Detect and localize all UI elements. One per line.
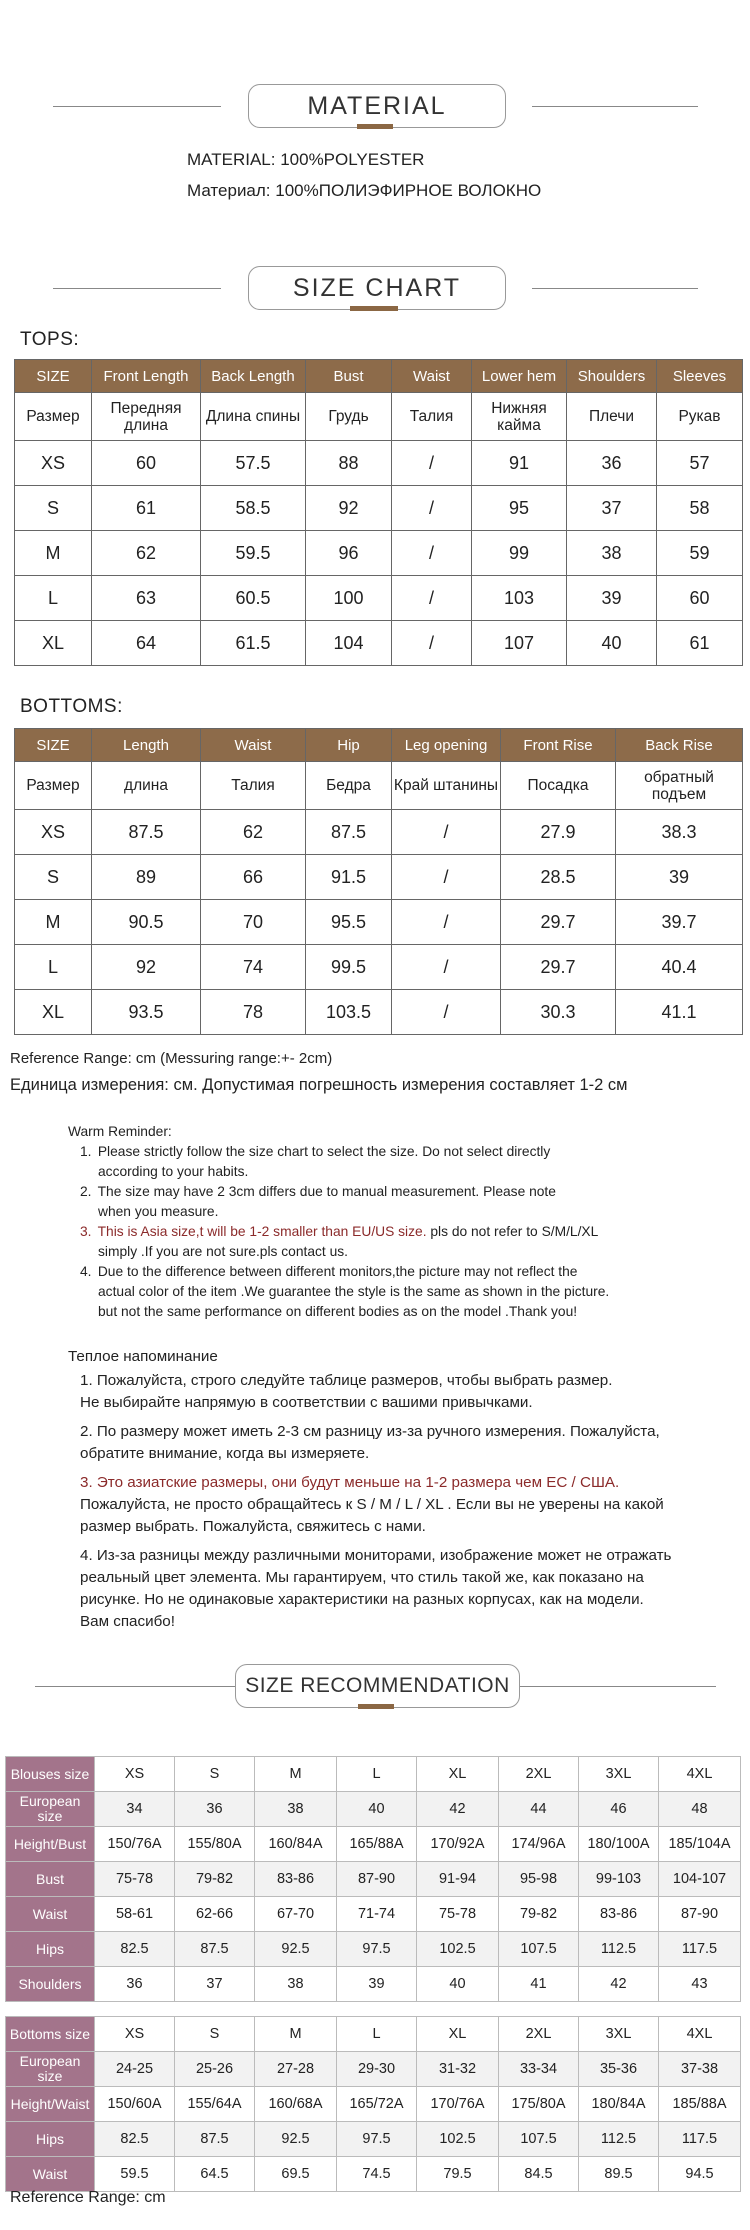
size-cell: L [15, 945, 92, 990]
table-cell: L [337, 2017, 417, 2052]
measurement-cell: 61 [92, 486, 201, 531]
table-cell: 43 [659, 1967, 741, 2002]
table-cell: 99-103 [579, 1862, 659, 1897]
table-cell: 160/68A [255, 2087, 337, 2122]
table-cell: 40 [417, 1967, 499, 2002]
measurement-cell: / [392, 900, 501, 945]
table-cell: 44 [499, 1792, 579, 1827]
table-cell: XL [417, 1757, 499, 1792]
title-accent-bar [350, 306, 398, 311]
title-accent-bar [358, 1704, 394, 1709]
measurement-cell: 62 [201, 810, 306, 855]
table-cell: 117.5 [659, 1932, 741, 1967]
measurement-cell: 87.5 [92, 810, 201, 855]
table-row [15, 576, 743, 621]
table-cell: 58-61 [95, 1897, 175, 1932]
material-line-ru: Материал: 100%ПОЛИЭФИРНОЕ ВОЛОКНО [187, 181, 542, 200]
size-cell: S [15, 855, 92, 900]
reminder-item-4: Due to the difference between different monitors,the picture may not reflect the [97, 1264, 578, 1279]
size-cell: XL [15, 990, 92, 1035]
table-cell: 150/76A [95, 1827, 175, 1862]
row-header: Bust [6, 1862, 95, 1897]
table-cell: 165/88A [337, 1827, 417, 1862]
table-row [6, 2017, 741, 2052]
measurement-cell: 57 [657, 441, 743, 486]
measurement-cell: 40 [567, 621, 657, 666]
measurement-cell: 27.9 [501, 810, 616, 855]
measurement-cell: 61 [657, 621, 743, 666]
column-header-ru: Посадка [501, 762, 616, 810]
warm-reminder-en [68, 1122, 708, 1322]
measurement-cell: 36 [567, 441, 657, 486]
table-cell: 24-25 [95, 2052, 175, 2087]
size-cell: XS [15, 441, 92, 486]
table-cell: 39 [337, 1967, 417, 2002]
table-row [6, 1897, 741, 1932]
table-row [6, 1827, 741, 1862]
column-header-ru: Размер [15, 393, 92, 441]
table-row [15, 990, 743, 1035]
column-header-ru: обратный подъем [616, 762, 743, 810]
table-cell: 75-78 [95, 1862, 175, 1897]
table-cell: 180/84A [579, 2087, 659, 2122]
size-chart-title: SIZE CHART [248, 266, 506, 310]
table-cell: 33-34 [499, 2052, 579, 2087]
column-header: SIZE [15, 360, 92, 393]
column-header: Length [92, 729, 201, 762]
table-cell: 69.5 [255, 2157, 337, 2192]
table-cell: 36 [175, 1792, 255, 1827]
row-header: Hips [6, 2122, 95, 2157]
table-cell: 107.5 [499, 1932, 579, 1967]
row-header: European size [6, 2052, 95, 2087]
column-header: SIZE [15, 729, 92, 762]
measurement-cell: 91 [472, 441, 567, 486]
table-cell: L [337, 1757, 417, 1792]
reminder-ru-1: 1. Пожалуйста, строго следуйте таблице размеров, чтобы выбрать размер. [80, 1372, 613, 1389]
header-row [15, 360, 743, 393]
reminder-item-1-cont: according to your habits. [98, 1164, 249, 1179]
table-cell: 97.5 [337, 2122, 417, 2157]
measurement-cell: 39 [616, 855, 743, 900]
reminder-ru-4-cont: реальный цвет элемента. Мы гарантируем, что стиль такой же, как показано на [80, 1569, 644, 1586]
measurement-cell: 29.7 [501, 945, 616, 990]
table-cell: 67-70 [255, 1897, 337, 1932]
measurement-cell: 99 [472, 531, 567, 576]
table-cell: 42 [417, 1792, 499, 1827]
item-number: 1. [80, 1144, 92, 1159]
size-cell: XL [15, 621, 92, 666]
measurement-cell: 95 [472, 486, 567, 531]
table-cell: 91-94 [417, 1862, 499, 1897]
column-header: Lower hem [472, 360, 567, 393]
table-cell: 59.5 [95, 2157, 175, 2192]
column-header-ru: Бедра [306, 762, 392, 810]
table-row [15, 621, 743, 666]
table-cell: XL [417, 2017, 499, 2052]
reminder-item-4-cont: actual color of the item .We guarantee the style is the same as shown in the picture. [98, 1284, 610, 1299]
table-cell: 42 [579, 1967, 659, 2002]
size-recommendation-title: SIZE RECOMMENDATION [235, 1664, 520, 1708]
column-header: Bust [306, 360, 392, 393]
table-cell: 102.5 [417, 1932, 499, 1967]
divider-line [53, 288, 221, 289]
table-row [6, 1862, 741, 1897]
table-cell: 31-32 [417, 2052, 499, 2087]
measurement-cell: 59 [657, 531, 743, 576]
column-header-ru: Передняя длина [92, 393, 201, 441]
measurement-cell: 100 [306, 576, 392, 621]
row-header: Hips [6, 1932, 95, 1967]
table-cell: 175/80A [499, 2087, 579, 2122]
table-cell: 3XL [579, 1757, 659, 1792]
table-cell: 170/76A [417, 2087, 499, 2122]
table-cell: 82.5 [95, 1932, 175, 1967]
table-row [15, 441, 743, 486]
size-chart-section-header [0, 266, 750, 312]
table-cell: 165/72A [337, 2087, 417, 2122]
reminder-item-3: pls do not refer to S/M/L/XL [426, 1224, 599, 1239]
table-cell: 150/60A [95, 2087, 175, 2122]
table-cell: S [175, 1757, 255, 1792]
table-cell: 160/84A [255, 1827, 337, 1862]
measurement-cell: 107 [472, 621, 567, 666]
column-header: Shoulders [567, 360, 657, 393]
measurement-cell: 92 [306, 486, 392, 531]
measurement-cell: 63 [92, 576, 201, 621]
column-header: Front Rise [501, 729, 616, 762]
measurement-cell: / [392, 990, 501, 1035]
size-cell: XS [15, 810, 92, 855]
measurement-cell: 38 [567, 531, 657, 576]
reminder-ru-1-cont: Не выбирайте напрямую в соответствии с вашими привычками. [80, 1394, 533, 1411]
table-cell: 36 [95, 1967, 175, 2002]
measurement-cell: / [392, 576, 472, 621]
divider-line [53, 106, 221, 107]
size-recommendation-section-header [0, 1664, 750, 1710]
column-header-ru: Рукав [657, 393, 743, 441]
measurement-cell: 30.3 [501, 990, 616, 1035]
reminder-item-2: The size may have 2 3cm differs due to manual measurement. Please note [97, 1184, 556, 1199]
column-header: Hip [306, 729, 392, 762]
table-cell: 27-28 [255, 2052, 337, 2087]
measurement-cell: 96 [306, 531, 392, 576]
divider-line [35, 1686, 235, 1687]
table-cell: 79-82 [175, 1862, 255, 1897]
table-row [15, 945, 743, 990]
table-cell: 170/92A [417, 1827, 499, 1862]
table-cell: 87-90 [659, 1897, 741, 1932]
table-cell: 112.5 [579, 1932, 659, 1967]
table-row [6, 2087, 741, 2122]
warm-reminder-title: Warm Reminder: [68, 1124, 172, 1139]
table-cell: 87-90 [337, 1862, 417, 1897]
column-header-ru: Размер [15, 762, 92, 810]
item-number: 4. [80, 1264, 92, 1279]
row-header: Shoulders [6, 1967, 95, 2002]
measurement-cell: 66 [201, 855, 306, 900]
divider-line [518, 1686, 716, 1687]
tops-size-table [14, 359, 743, 666]
measurement-cell: 89 [92, 855, 201, 900]
column-header-ru: Край штанины [392, 762, 501, 810]
measurement-cell: 90.5 [92, 900, 201, 945]
divider-line [532, 106, 698, 107]
table-row [15, 486, 743, 531]
measurement-cell: 39.7 [616, 900, 743, 945]
table-cell: 79-82 [499, 1897, 579, 1932]
row-header: Height/Waist [6, 2087, 95, 2122]
table-row [6, 2122, 741, 2157]
reference-range-ru: Единица измерения: см. Допустимая погрешность измерения составляет 1-2 см [10, 1076, 628, 1094]
table-cell: 35-36 [579, 2052, 659, 2087]
table-cell: 34 [95, 1792, 175, 1827]
measurement-cell: 91.5 [306, 855, 392, 900]
table-cell: 62-66 [175, 1897, 255, 1932]
measurement-cell: 61.5 [201, 621, 306, 666]
measurement-cell: 28.5 [501, 855, 616, 900]
reminder-ru-3-cont: Пожалуйста, не просто обращайтесь к S / M / L / XL . Если вы не уверены на какой [80, 1496, 664, 1513]
column-header-ru: Талия [201, 762, 306, 810]
column-header: Waist [392, 360, 472, 393]
table-cell: 87.5 [175, 1932, 255, 1967]
measurement-cell: 95.5 [306, 900, 392, 945]
header-row-ru [15, 393, 743, 441]
measurement-cell: 41.1 [616, 990, 743, 1035]
measurement-cell: 104 [306, 621, 392, 666]
measurement-cell: 40.4 [616, 945, 743, 990]
measurement-cell: / [392, 855, 501, 900]
measurement-cell: 57.5 [201, 441, 306, 486]
table-row [6, 1967, 741, 2002]
header-row [15, 729, 743, 762]
warm-reminder-ru-title: Теплое напоминание [68, 1348, 218, 1365]
size-cell: M [15, 900, 92, 945]
table-cell: 92.5 [255, 2122, 337, 2157]
material-title: MATERIAL [248, 84, 506, 128]
reminder-ru-3-warning: 3. Это азиатские размеры, они будут меньше на 1-2 размера чем ЕС / США. [80, 1474, 620, 1491]
table-row [6, 1757, 741, 1792]
warm-reminder-ru [68, 1346, 708, 1633]
measurement-cell: 74 [201, 945, 306, 990]
measurement-cell: 70 [201, 900, 306, 945]
divider-line [532, 288, 698, 289]
measurement-cell: 39 [567, 576, 657, 621]
table-cell: S [175, 2017, 255, 2052]
table-cell: 82.5 [95, 2122, 175, 2157]
reminder-item-4-cont: but not the same performance on different bodies as on the model .Thank you! [98, 1304, 578, 1319]
table-cell: 83-86 [255, 1862, 337, 1897]
recommendation-reference: Reference Range: cm [10, 2189, 166, 2206]
measurement-cell: / [392, 441, 472, 486]
measurement-cell: / [392, 531, 472, 576]
table-row [15, 531, 743, 576]
material-section-header [0, 84, 750, 130]
measurement-cell: 87.5 [306, 810, 392, 855]
table-cell: 71-74 [337, 1897, 417, 1932]
reminder-item-3-cont: simply .If you are not sure.pls contact us. [98, 1244, 348, 1259]
size-cell: S [15, 486, 92, 531]
reminder-ru-4-cont: Вам спасибо! [80, 1613, 175, 1630]
reminder-ru-4-cont: рисунке. Но не одинаковые характеристики на разных корпусах, как на модели. [80, 1591, 644, 1608]
bottoms-size-table [14, 728, 743, 1035]
measurement-cell: 60 [92, 441, 201, 486]
table-row [6, 1932, 741, 1967]
table-row [15, 855, 743, 900]
column-header-ru: длина [92, 762, 201, 810]
reminder-item-3-warning: This is Asia size,t will be 1-2 smaller than EU/US size. [97, 1224, 427, 1239]
table-cell: 155/80A [175, 1827, 255, 1862]
column-header-ru: Грудь [306, 393, 392, 441]
table-cell: 3XL [579, 2017, 659, 2052]
table-cell: XS [95, 1757, 175, 1792]
measurement-cell: 103.5 [306, 990, 392, 1035]
table-cell: 46 [579, 1792, 659, 1827]
table-cell: 95-98 [499, 1862, 579, 1897]
measurement-cell: 59.5 [201, 531, 306, 576]
table-cell: 174/96A [499, 1827, 579, 1862]
measurement-cell: 93.5 [92, 990, 201, 1035]
table-cell: 4XL [659, 1757, 741, 1792]
measurement-cell: 38.3 [616, 810, 743, 855]
row-header: Blouses size [6, 1757, 95, 1792]
row-header: European size [6, 1792, 95, 1827]
table-cell: 38 [255, 1967, 337, 2002]
item-number: 2. [80, 1184, 92, 1199]
table-cell: 84.5 [499, 2157, 579, 2192]
reminder-ru-3-cont: размер выбрать. Пожалуйста, свяжитесь с нами. [80, 1518, 426, 1535]
column-header-ru: Талия [392, 393, 472, 441]
table-cell: 185/104A [659, 1827, 741, 1862]
reminder-item-1: Please strictly follow the size chart to select the size. Do not select directly [97, 1144, 551, 1159]
table-cell: 2XL [499, 1757, 579, 1792]
column-header: Waist [201, 729, 306, 762]
measurement-cell: 64 [92, 621, 201, 666]
table-cell: 180/100A [579, 1827, 659, 1862]
table-cell: 117.5 [659, 2122, 741, 2157]
measurement-cell: / [392, 486, 472, 531]
measurement-cell: 103 [472, 576, 567, 621]
table-row [6, 2052, 741, 2087]
title-accent-bar [357, 124, 393, 129]
measurement-cell: / [392, 945, 501, 990]
size-cell: L [15, 576, 92, 621]
table-cell: 87.5 [175, 2122, 255, 2157]
measurement-cell: 78 [201, 990, 306, 1035]
bottoms-label: BOTTOMS: [20, 696, 123, 717]
table-cell: 41 [499, 1967, 579, 2002]
table-cell: 107.5 [499, 2122, 579, 2157]
table-cell: 75-78 [417, 1897, 499, 1932]
table-cell: 104-107 [659, 1862, 741, 1897]
row-header: Waist [6, 2157, 95, 2192]
measurement-cell: 60 [657, 576, 743, 621]
table-cell: 29-30 [337, 2052, 417, 2087]
tops-label: TOPS: [20, 329, 80, 350]
table-cell: 40 [337, 1792, 417, 1827]
blouses-recommendation-table [5, 1756, 741, 2002]
table-cell: 89.5 [579, 2157, 659, 2192]
table-cell: 79.5 [417, 2157, 499, 2192]
column-header: Front Length [92, 360, 201, 393]
table-row [15, 900, 743, 945]
table-row [15, 810, 743, 855]
row-header: Waist [6, 1897, 95, 1932]
table-cell: 48 [659, 1792, 741, 1827]
measurement-cell: 58 [657, 486, 743, 531]
material-line-en: MATERIAL: 100%POLYESTER [187, 150, 425, 169]
table-cell: 92.5 [255, 1932, 337, 1967]
table-cell: 112.5 [579, 2122, 659, 2157]
table-row [6, 1792, 741, 1827]
measurement-cell: 62 [92, 531, 201, 576]
reminder-ru-2-cont: обратите внимание, когда вы измеряете. [80, 1445, 370, 1462]
table-cell: 97.5 [337, 1932, 417, 1967]
measurement-cell: 37 [567, 486, 657, 531]
table-cell: M [255, 1757, 337, 1792]
column-header: Back Rise [616, 729, 743, 762]
table-row [6, 2157, 741, 2192]
measurement-cell: 29.7 [501, 900, 616, 945]
table-cell: XS [95, 2017, 175, 2052]
measurement-cell: 60.5 [201, 576, 306, 621]
table-cell: 83-86 [579, 1897, 659, 1932]
table-cell: 37-38 [659, 2052, 741, 2087]
table-cell: 64.5 [175, 2157, 255, 2192]
table-cell: 2XL [499, 2017, 579, 2052]
table-cell: 102.5 [417, 2122, 499, 2157]
bottoms-recommendation-table [5, 2016, 741, 2192]
column-header-ru: Длина спины [201, 393, 306, 441]
size-cell: M [15, 531, 92, 576]
measurement-cell: 88 [306, 441, 392, 486]
reference-range-en: Reference Range: cm (Messuring range:+- 2cm) [10, 1050, 333, 1067]
row-header: Bottoms size [6, 2017, 95, 2052]
item-number: 3. [80, 1224, 92, 1239]
column-header: Back Length [201, 360, 306, 393]
measurement-cell: 99.5 [306, 945, 392, 990]
header-row-ru [15, 762, 743, 810]
measurement-cell: / [392, 810, 501, 855]
table-cell: 37 [175, 1967, 255, 2002]
measurement-cell: 92 [92, 945, 201, 990]
table-cell: 155/64A [175, 2087, 255, 2122]
column-header-ru: Нижняя кайма [472, 393, 567, 441]
reminder-item-2-cont: when you measure. [98, 1204, 219, 1219]
reminder-ru-4: 4. Из-за разницы между различными мониторами, изображение может не отражать [80, 1547, 672, 1564]
column-header: Leg opening [392, 729, 501, 762]
table-cell: 74.5 [337, 2157, 417, 2192]
table-cell: 94.5 [659, 2157, 741, 2192]
column-header: Sleeves [657, 360, 743, 393]
measurement-cell: 58.5 [201, 486, 306, 531]
table-cell: 38 [255, 1792, 337, 1827]
column-header-ru: Плечи [567, 393, 657, 441]
table-cell: 25-26 [175, 2052, 255, 2087]
row-header: Height/Bust [6, 1827, 95, 1862]
table-cell: 4XL [659, 2017, 741, 2052]
reminder-ru-2: 2. По размеру может иметь 2-3 см разницу из-за ручного измерения. Пожалуйста, [80, 1423, 660, 1440]
table-cell: M [255, 2017, 337, 2052]
measurement-cell: / [392, 621, 472, 666]
table-cell: 185/88A [659, 2087, 741, 2122]
